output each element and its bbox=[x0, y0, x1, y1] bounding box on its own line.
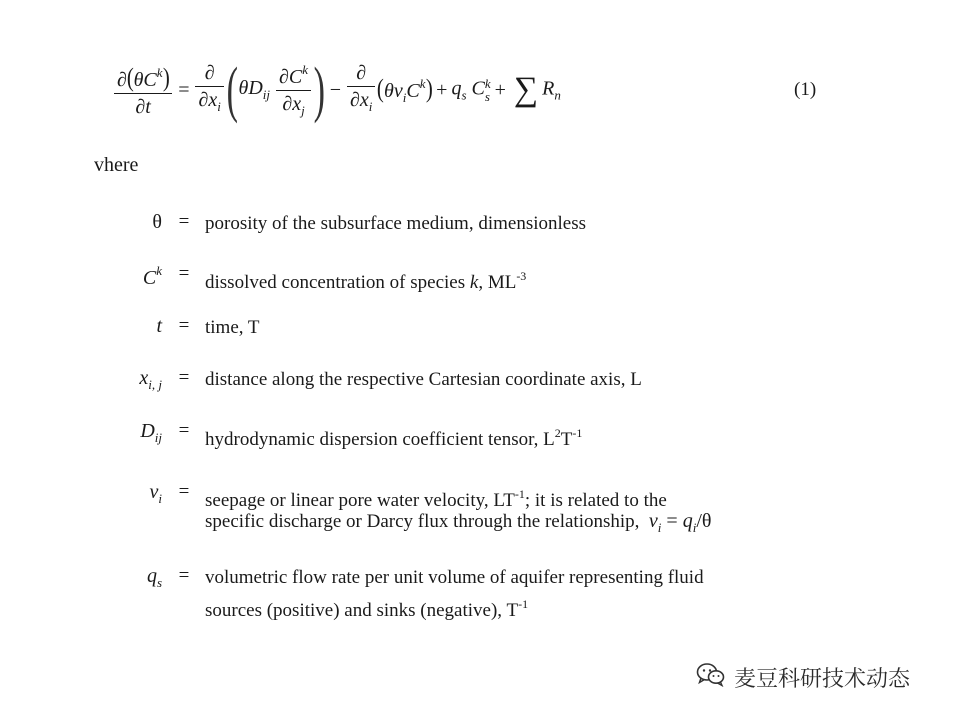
definition-text: time, T bbox=[205, 317, 260, 338]
source-term: $q_s$ C k s bbox=[451, 75, 491, 104]
symbol-theta: θ bbox=[152, 211, 162, 233]
symbol-c-k: $C^k$ bbox=[142, 263, 162, 289]
symbol-v-i: $v_i$ bbox=[149, 481, 162, 506]
term1-inner-derivative: $\frac{\partial C^k}{\partial x_j}$ bbox=[276, 57, 311, 124]
symbol-t: t bbox=[156, 315, 162, 337]
definition-text: porosity of the subsurface medium, dimensionless bbox=[205, 213, 586, 234]
symbol-x-ij: $x_{i, j}$ bbox=[139, 367, 162, 392]
equals-sign: = bbox=[178, 78, 190, 101]
plus-sign-2: + bbox=[494, 78, 506, 101]
watermark-text: 麦豆科研技术动态 bbox=[734, 666, 911, 692]
reaction-sum: ∑ $R_n$ bbox=[513, 71, 561, 108]
big-left-paren: ( bbox=[226, 56, 238, 124]
term2-derivative: $\frac{\partial}{\partial x_i}$ bbox=[347, 60, 375, 120]
term1-outer-derivative: $\frac{\partial}{\partial x_i}$ bbox=[195, 60, 223, 120]
definition-text-line-2: sources (positive) and sinks (negative), $T^{-1}$ bbox=[205, 597, 529, 621]
definition-equals: = bbox=[178, 420, 190, 441]
symbol-d-ij: $D_{ij}$ bbox=[140, 420, 162, 445]
definition-text-line-1: seepage or linear pore water velocity, $LT^{-1}$; it is related to the bbox=[205, 487, 667, 511]
definition-equals: = bbox=[178, 481, 190, 502]
equation-1 bbox=[112, 40, 832, 140]
definition-text-line-2: specific discharge or Darcy flux through the relationship, $v_i = q_i/\theta$ bbox=[205, 510, 712, 535]
definition-text: distance along the respective Cartesian coordinate axis, L bbox=[205, 369, 642, 390]
definition-equals: = bbox=[178, 315, 190, 336]
wechat-icon bbox=[696, 661, 726, 693]
plus-sign-1: + bbox=[436, 78, 448, 101]
definition-equals: = bbox=[178, 367, 190, 388]
big-right-paren: ) bbox=[313, 56, 326, 124]
definition-equals: = bbox=[178, 263, 190, 284]
definition-text: dissolved concentration of species k, $ML^{-3}$ bbox=[205, 269, 527, 293]
definition-equals: = bbox=[178, 565, 190, 586]
definition-text-line-1: volumetric flow rate per unit volume of aquifer representing fluid bbox=[205, 567, 704, 588]
velocity-relation: $v_i = q_i/\theta$ bbox=[648, 510, 712, 535]
term1-coefficient: $\theta D_{ij}$ bbox=[238, 77, 271, 102]
watermark bbox=[696, 660, 910, 694]
minus-sign: − bbox=[329, 78, 341, 101]
definition-equals: = bbox=[178, 211, 190, 232]
lhs-fraction: $\frac{\partial(\theta C^k)}{\partial t}$ bbox=[114, 60, 172, 120]
definition-text: hydrodynamic dispersion coefficient tensor, $L^2T^{-1}$ bbox=[205, 426, 583, 450]
term2-body: $(\theta v_iC^k)$ bbox=[377, 74, 433, 105]
where-label: vhere bbox=[94, 154, 139, 176]
symbol-q-s: $q_s$ bbox=[146, 565, 162, 590]
summation-icon: ∑ bbox=[513, 71, 539, 108]
equation-number: (1) bbox=[794, 79, 817, 100]
